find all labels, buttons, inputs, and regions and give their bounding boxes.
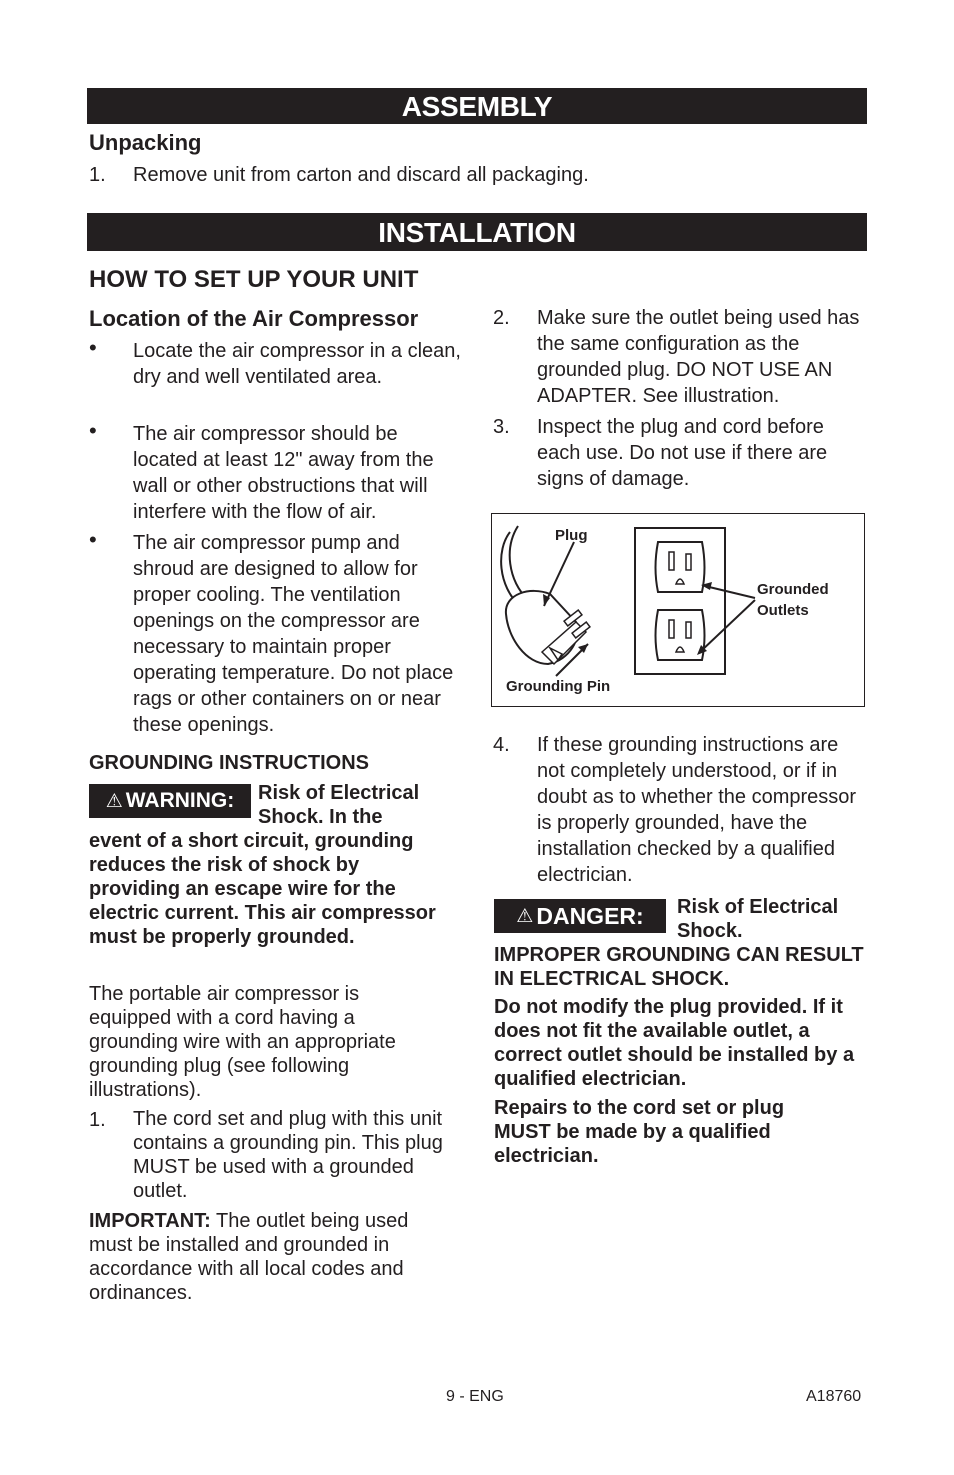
grounded-label: Grounded	[757, 581, 829, 598]
cord-line	[510, 526, 528, 600]
danger-triangle-icon: ⚠	[516, 905, 534, 927]
step-text: The cord set and plug with this unit contains a grounding pin. This plug MUST be used with a grounded outlet.	[133, 1108, 443, 1202]
step-number: 3.	[493, 416, 510, 438]
danger-label: DANGER:	[536, 902, 644, 929]
danger-paragraph-3: Repairs to the cord set or plug MUST be made by a qualified electrician.	[494, 1097, 785, 1167]
danger-badge	[494, 899, 666, 933]
step-number: 1.	[89, 164, 106, 186]
danger-line-1: IMPROPER GROUNDING CAN RESULT IN ELECTRICAL SHOCK.	[494, 944, 864, 990]
bullet-dot: •	[89, 527, 97, 552]
step-number: 2.	[493, 307, 510, 329]
step-text: Remove unit from carton and discard all packaging.	[133, 164, 589, 186]
slot	[686, 622, 691, 638]
grounding-heading: GROUNDING INSTRUCTIONS	[89, 752, 369, 774]
bullet-dot: •	[89, 418, 97, 443]
unpacking-heading: Unpacking	[89, 130, 202, 155]
installation-banner: INSTALLATION	[87, 213, 867, 251]
step-text: Inspect the plug and cord before each use. Do not use if there are signs of damage.	[537, 416, 828, 490]
bullet-text: The air compressor pump and shroud are designed to allow for proper cooling. The ventilation openings on the compressor are necessary to maintain proper operating temperature. Do not place rags or other containers on or near these openings.	[133, 532, 454, 736]
warning-lead: Risk of Electrical Shock. In the	[258, 782, 420, 828]
plug-label: Plug	[555, 527, 588, 544]
warning-body: event of a short circuit, grounding reduces the risk of shock by providing an escape wire for the electric current. This air compressor must be properly grounded.	[89, 830, 436, 948]
bullet-text: Locate the air compressor in a clean, dry and well ventilated area.	[133, 340, 461, 388]
step-number: 4.	[493, 734, 510, 756]
plug-body	[506, 591, 578, 664]
slot	[686, 554, 691, 570]
important-label: IMPORTANT:	[89, 1210, 211, 1232]
step-text: If these grounding instructions are not completely understood, or if in doubt as to whether the compressor is properly grounded, have the installation checked by a qualified electrician.	[537, 734, 857, 886]
grounding-paragraph: The portable air compressor is equipped with a cord having a grounding wire with an appropriate grounding plug (see following illustrations).	[89, 983, 396, 1101]
warning-badge	[89, 784, 251, 818]
danger-lead: Risk of Electrical Shock.	[677, 896, 839, 942]
setup-heading: HOW TO SET UP YOUR UNIT	[89, 266, 419, 293]
plug-arrow	[544, 542, 574, 606]
slot	[669, 620, 674, 638]
document-code: A18760	[806, 1388, 862, 1405]
grounding-pin-label: Grounding Pin	[506, 678, 611, 695]
important-text: The outlet being used must be installed and grounded in accordance with all local codes and ordinances.	[89, 1210, 409, 1304]
outlets-label: Outlets	[757, 602, 809, 619]
important-note	[89, 1209, 449, 1305]
slot	[669, 552, 674, 570]
step-text: Make sure the outlet being used has the same configuration as the grounded plug. DO NOT USE AN ADAPTER. See illustration.	[537, 307, 860, 407]
step-number: 1.	[89, 1109, 106, 1131]
warning-label: WARNING:	[125, 789, 235, 812]
warning-triangle-icon: ⚠	[105, 790, 123, 812]
bullet-text: The air compressor should be located at least 12" away from the wall or other obstructions that will interfere with the flow of air.	[133, 423, 434, 523]
page-number: 9 - ENG	[446, 1388, 504, 1405]
danger-paragraph-2: Do not modify the plug provided. If it does not fit the available outlet, a correct outlet should be installed by a qualified electrician.	[494, 996, 855, 1090]
plug-outlet-illustration	[491, 513, 865, 707]
location-heading: Location of the Air Compressor	[89, 306, 419, 331]
assembly-banner: ASSEMBLY	[87, 88, 867, 124]
bullet-dot: •	[89, 335, 97, 360]
